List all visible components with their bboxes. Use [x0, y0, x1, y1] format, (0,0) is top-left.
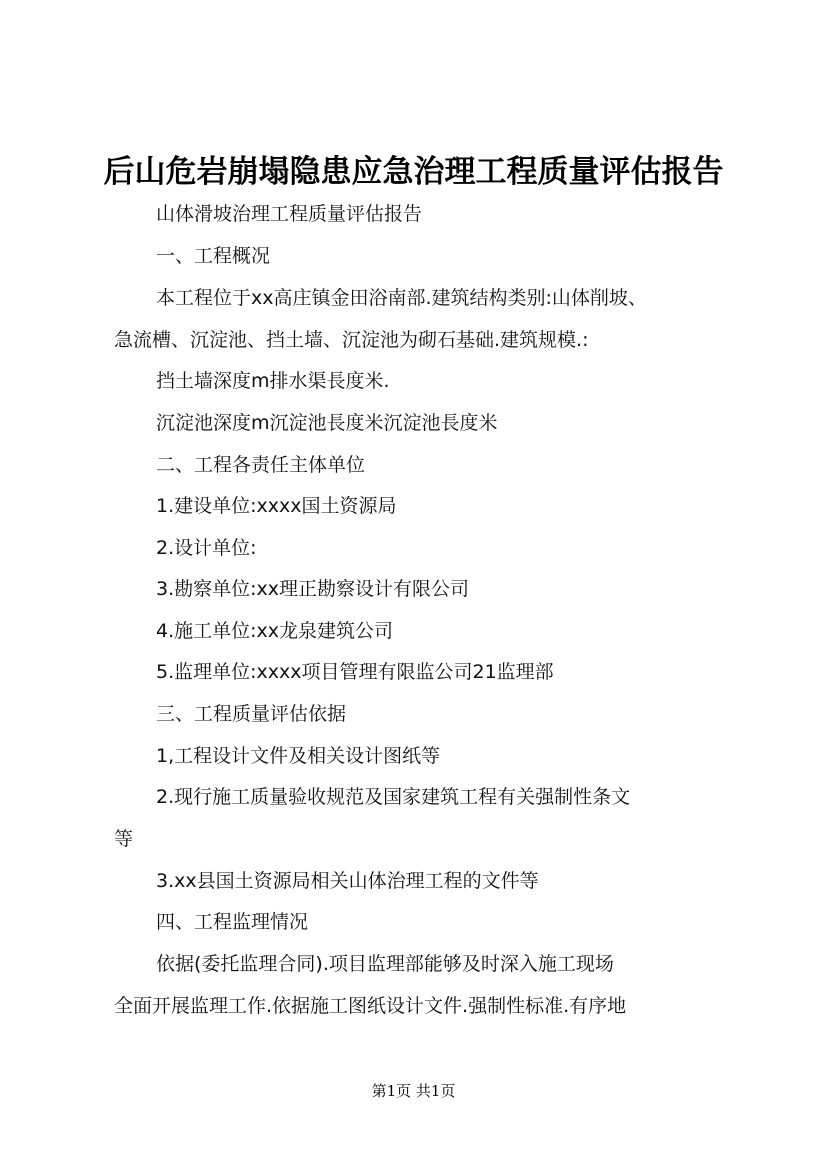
section-heading-1: 一、工程概况 [156, 245, 271, 267]
paragraph-line: 全面开展监理工作.依据施工图纸设计文件.强制性标准.有序地 [114, 995, 627, 1017]
paragraph-line: 沉淀池深度m沉淀池長度米沉淀池長度米 [156, 412, 498, 434]
paragraph-line: 本工程位于xx高庄镇金田浴南部.建筑结构类别:山体削坡、 [156, 287, 647, 309]
list-item: 1.建设单位:xxxx国土资源局 [156, 495, 397, 517]
section-heading-2: 二、工程各责任主体单位 [156, 454, 366, 476]
page-footer: 第1页 共1页 [371, 1082, 456, 1100]
paragraph-line: 急流槽、沉淀池、挡土墙、沉淀池为砌石基础.建筑规模.: [114, 329, 589, 351]
paragraph-line: 依据(委托监理合同).项目监理部能够及时深入施工现场 [156, 953, 614, 975]
list-item: 2.现行施工质量验收规范及国家建筑工程有关强制性条文 [156, 786, 631, 808]
section-heading-3: 三、工程质量评估依据 [156, 703, 347, 725]
document-title: 后山危岩崩塌隐患应急治理工程质量评估报告 [103, 154, 724, 190]
section-heading-4: 四、工程监理情况 [156, 911, 309, 933]
subtitle-line: 山体滑坡治理工程质量评估报告 [156, 203, 423, 225]
list-item-continuation: 等 [114, 828, 134, 850]
list-item: 1,工程设计文件及相关设计图纸等 [156, 745, 441, 767]
list-item: 3.勘察单位:xx理正勘察设计有限公司 [156, 578, 470, 600]
list-item: 4.施工单位:xx龙泉建筑公司 [156, 620, 394, 642]
list-item: 3.xx县国土资源局相关山体治理工程的文件等 [156, 870, 539, 892]
list-item: 5.监理单位:xxxx项目管理有限监公司21监理部 [156, 661, 554, 683]
list-item: 2.设计单位: [156, 537, 257, 559]
paragraph-line: 挡土墙深度m排水渠長度米. [156, 370, 390, 392]
